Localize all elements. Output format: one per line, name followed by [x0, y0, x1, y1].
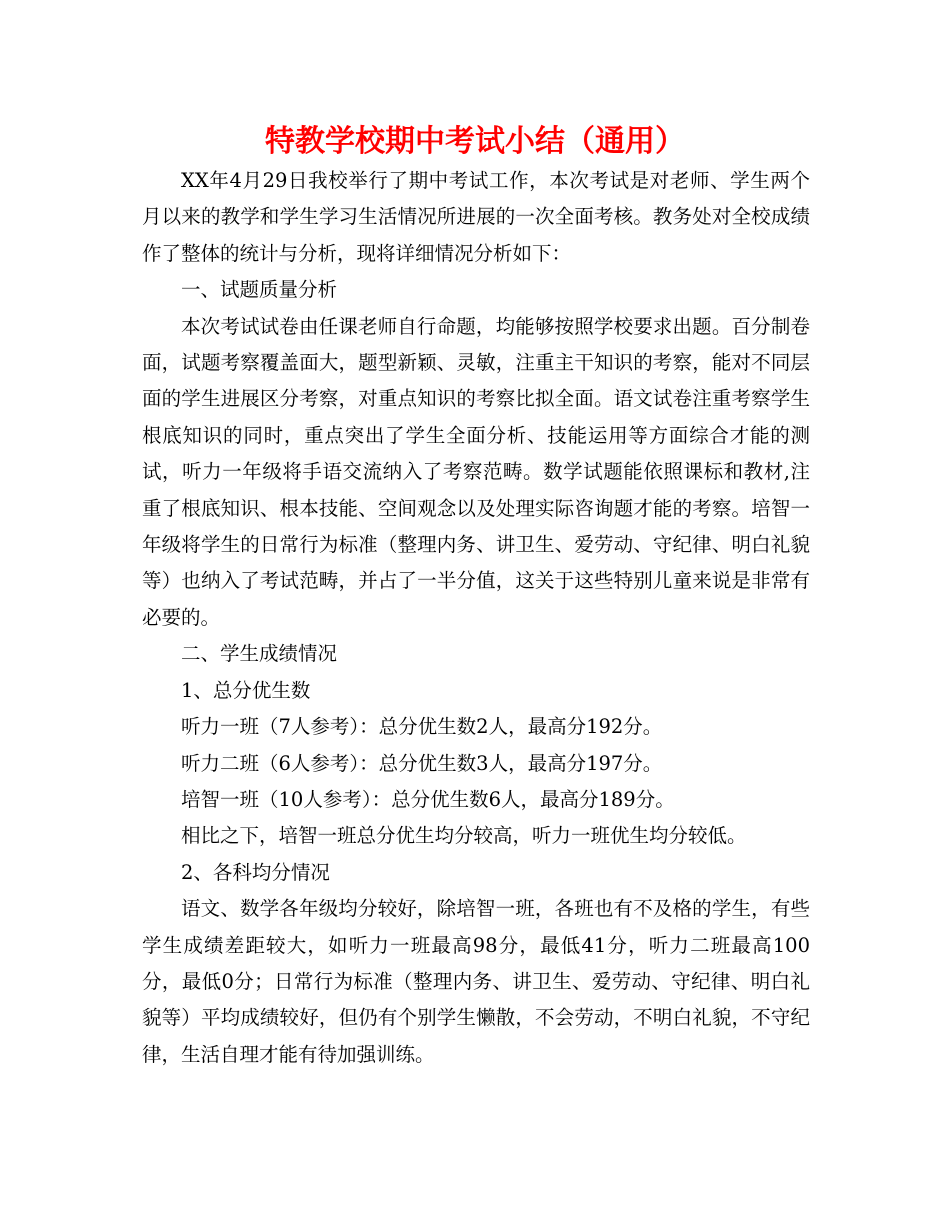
heading-section-2: 二、学生成绩情况 — [181, 642, 338, 666]
paragraph-subject-averages: 语文、数学各年级均分较好，除培智一班，各班也有不及格的学生，有些学生成绩差距较大，如听力一班最高98分，最低41分，听力二班最高100分，最低0分；日常行为标准（整理内务、讲卫生、爱劳动、守纪律、明白礼貌等）平均成绩较好，但仍有个别学生懒散，不会劳动，不明白礼貌，不守纪律，生活自理才能有待加强训练。 — [142, 897, 810, 1066]
paragraph-exam-quality: 本次考试试卷由任课老师自行命题，均能够按照学校要求出题。百分制卷面，试题考察覆盖面大，题型新颖、灵敏，注重主干知识的考察，能对不同层面的学生进展区分考察，对重点知识的考察比拟全面。语文试卷注重考察学生根底知识的同时，重点突出了学生全面分析、技能运用等方面综合才能的测试，听力一年级将手语交流纳入了考察范畴。数学试题能依照课标和教材,注重了根底知识、根本技能、空间观念以及处理实际咨询题才能的考察。培智一年级将学生的日常行为标准（整理内务、讲卫生、爱劳动、守纪律、明白礼貌等）也纳入了考试范畴，并占了一半分值，这关于这些特别儿童来说是非常有必要的。 — [142, 314, 810, 629]
document-title: 特教学校期中考试小结（通用） — [265, 124, 685, 159]
paragraph-intro: XX年4月29日我校举行了期中考试工作，本次考试是对老师、学生两个月以来的教学和学生学习生活情况所进展的一次全面考核。教务处对全校成绩作了整体的统计与分析，现将详细情况分析如下： — [142, 169, 810, 265]
line-class-intellect-1: 培智一班（10人参考）：总分优生数6人，最高分189分。 — [181, 787, 675, 811]
subheading-top-students: 1、总分优生数 — [181, 678, 311, 702]
heading-section-1: 一、试题质量分析 — [181, 278, 338, 302]
paragraph-comparison: 相比之下，培智一班总分优生均分较高，听力一班优生均分较低。 — [181, 824, 747, 848]
line-class-hearing-2: 听力二班（6人参考）：总分优生数3人，最高分197分。 — [181, 751, 663, 775]
document-body — [142, 163, 810, 1073]
line-class-hearing-1: 听力一班（7人参考）：总分优生数2人，最高分192分。 — [181, 715, 663, 739]
subheading-subject-averages: 2、各科均分情况 — [181, 860, 330, 884]
